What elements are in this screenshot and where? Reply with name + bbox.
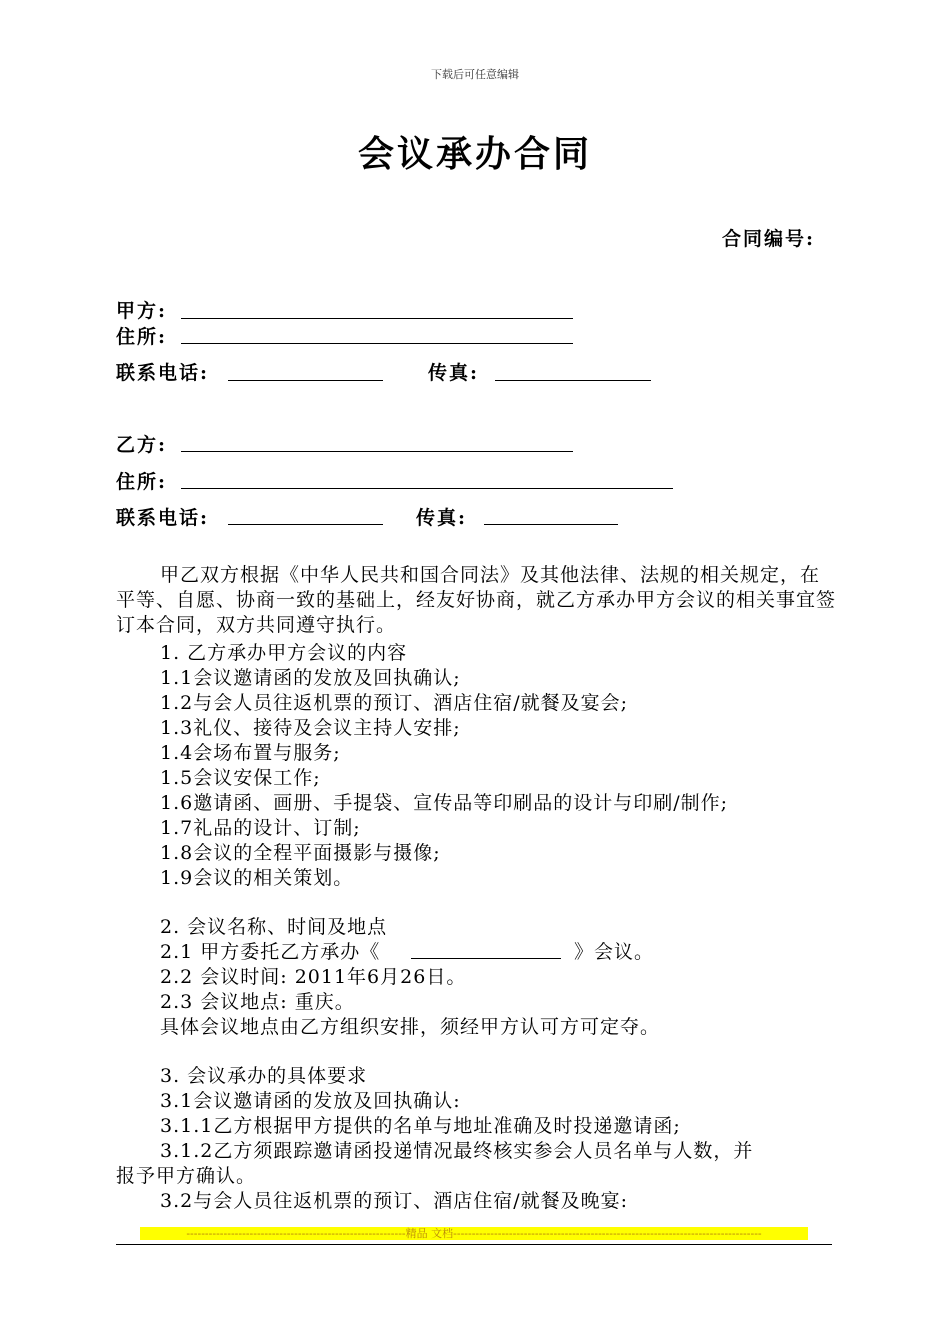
party-b-fax-blank — [484, 524, 618, 525]
meeting-name-blank — [411, 958, 561, 959]
section2-item1-suffix: 》会议。 — [574, 941, 655, 963]
section1-item: 1.6邀请函、画册、手提袋、宣传品等印刷品的设计与印刷/制作; — [160, 792, 729, 814]
section1-item: 1.9会议的相关策划。 — [160, 867, 354, 889]
section2-item2: 2.2 会议时间: 2011年6月26日。 — [160, 966, 467, 988]
party-a-fax-blank — [495, 380, 651, 381]
section3-item1-1: 3.1.1乙方根据甲方提供的名单与地址准确及时投递邀请函; — [160, 1115, 681, 1137]
footer-divider — [116, 1244, 832, 1245]
section1-item: 1.4会场布置与服务; — [160, 742, 341, 764]
section3-item1: 3.1会议邀请函的发放及回执确认: — [160, 1090, 461, 1112]
party-a-blank — [181, 318, 573, 319]
party-a-address-blank — [181, 343, 573, 344]
section2-note: 具体会议地点由乙方组织安排，须经甲方认可方可定夺。 — [160, 1016, 661, 1038]
section1-heading: 1. 乙方承办甲方会议的内容 — [160, 642, 408, 664]
party-a-fax-label: 传真: — [428, 362, 480, 384]
section3-item1-2: 3.1.2乙方须跟踪邀请函投递情况最终核实参会人员名单与人数，并 — [160, 1140, 754, 1162]
section1-item: 1.1会议邀请函的发放及回执确认; — [160, 667, 461, 689]
section1-item: 1.2与会人员往返机票的预订、酒店住宿/就餐及宴会; — [160, 692, 629, 714]
intro-paragraph: 甲乙双方根据《中华人民共和国合同法》及其他法律、法规的相关规定，在平等、自愿、协商一致的基础上，经友好协商，就乙方承办甲方会议的相关事宜签订本合同，双方共同遵守执行。 — [116, 564, 837, 636]
section2-item3: 2.3 会议地点: 重庆。 — [160, 991, 355, 1013]
footer-text: -----------------------------------------------------------精品 文档----------------------------------------------------------------------------------- — [186, 1227, 762, 1240]
contract-number-label: 合同编号: — [722, 228, 816, 250]
section1-item: 1.5会议安保工作; — [160, 767, 321, 789]
party-b-address-blank — [181, 488, 673, 489]
section3-item1-2-cont: 报予甲方确认。 — [116, 1165, 257, 1187]
section1-item: 1.3礼仪、接待及会议主持人安排; — [160, 717, 461, 739]
party-a-address-label: 住所: — [116, 326, 168, 348]
party-b-fax-label: 传真: — [416, 507, 468, 529]
party-a-phone-blank — [228, 380, 383, 381]
party-a-label: 甲方: — [116, 300, 168, 322]
section1-item: 1.8会议的全程平面摄影与摄像; — [160, 842, 441, 864]
party-b-phone-blank — [228, 524, 383, 525]
section3-heading: 3. 会议承办的具体要求 — [160, 1065, 368, 1087]
section1-item: 1.7礼品的设计、订制; — [160, 817, 361, 839]
section2-heading: 2. 会议名称、时间及地点 — [160, 916, 388, 938]
top-note: 下载后可任意编辑 — [431, 68, 519, 81]
party-b-label: 乙方: — [116, 434, 168, 456]
party-b-address-label: 住所: — [116, 471, 168, 493]
party-b-phone-label: 联系电话: — [116, 507, 210, 529]
section3-item2: 3.2与会人员往返机票的预订、酒店住宿/就餐及晚宴: — [160, 1190, 629, 1212]
section2-item1-prefix: 2.1 甲方委托乙方承办《 — [160, 941, 381, 963]
party-a-phone-label: 联系电话: — [116, 362, 210, 384]
page-title: 会议承办合同 — [357, 133, 592, 175]
party-b-blank — [181, 451, 573, 452]
